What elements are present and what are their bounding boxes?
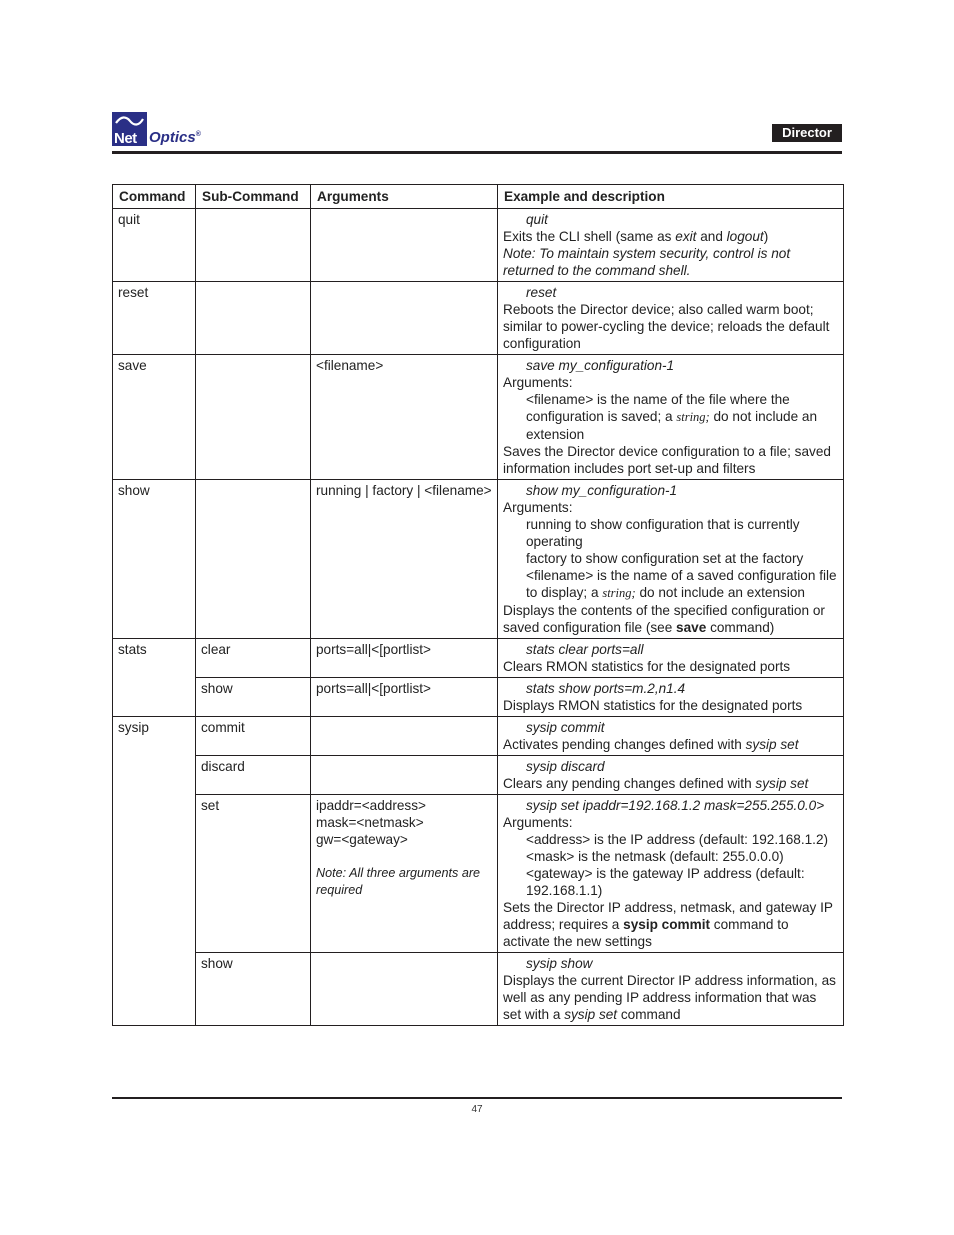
header-sub-command: Sub-Command (196, 185, 311, 209)
argument-ipaddr: ipaddr=<address> (316, 798, 426, 813)
logo-optics-text: Optics® (149, 129, 201, 146)
table-row-sysip-show (113, 953, 844, 1026)
example-text: stats clear ports=all (526, 642, 644, 657)
table-row-sysip-discard (113, 756, 844, 795)
cell-command: stats (113, 639, 196, 717)
cell-command: save (113, 355, 196, 480)
cell-example (498, 355, 844, 480)
cell-sub-command (196, 355, 311, 480)
spacer (316, 848, 492, 865)
logo-mark (112, 112, 147, 146)
arguments-label: Arguments: (503, 375, 573, 390)
note-text: Note: To maintain system security, control is not returned to the command shell. (503, 246, 791, 278)
table-row-show (113, 480, 844, 639)
cell-arguments: <filename> (311, 355, 498, 480)
cell-arguments (311, 209, 498, 282)
section-badge: Director (772, 124, 842, 142)
argument-filename: <filename> is the name of the file where the configuration is saved; a string; do not include an extension (526, 392, 818, 442)
argument-filename: <filename> is the name of a saved configuration file to display; a string; do not include an extension (526, 568, 837, 600)
example-text: sysip commit (526, 720, 605, 735)
cell-arguments: running | factory | <filename> (311, 480, 498, 639)
arguments-label: Arguments: (503, 815, 573, 830)
cell-sub-command: clear (196, 639, 311, 678)
cell-example (498, 953, 844, 1026)
description-text: Displays RMON statistics for the designated ports (503, 698, 803, 713)
example-text: save my_configuration-1 (526, 358, 675, 373)
argument-address: <address> is the IP address (default: 192.168.1.2) (526, 832, 829, 847)
netoptics-logo (112, 112, 222, 148)
example-text: quit (526, 212, 548, 227)
cell-command: reset (113, 282, 196, 355)
cell-sub-command: show (196, 953, 311, 1026)
cell-example (498, 639, 844, 678)
example-text: reset (526, 285, 557, 300)
cell-example (498, 480, 844, 639)
arguments-label: Arguments: (503, 500, 573, 515)
cell-arguments (311, 795, 498, 953)
cell-example (498, 756, 844, 795)
cell-arguments (311, 282, 498, 355)
argument-mask-desc: <mask> is the netmask (default: 255.0.0.0) (526, 849, 784, 864)
table-row-save (113, 355, 844, 480)
cell-arguments (311, 717, 498, 756)
example-text: sysip set ipaddr=192.168.1.2 mask=255.255.0.0> (526, 798, 825, 813)
table-row-reset (113, 282, 844, 355)
example-text: sysip discard (526, 759, 605, 774)
example-text: show my_configuration-1 (526, 483, 678, 498)
description-text: Sets the Director IP address, netmask, and gateway IP address; requires a sysip commit command to activate the new settings (503, 900, 833, 949)
argument-running: running to show configuration that is currently operating (526, 517, 800, 549)
table-row-stats-show (113, 678, 844, 717)
argument-gateway: <gateway> is the gateway IP address (default: 192.168.1.1) (526, 866, 805, 898)
argument-gw: gw=<gateway> (316, 832, 408, 847)
cell-sub-command: show (196, 678, 311, 717)
table-row-quit (113, 209, 844, 282)
cell-arguments: ports=all|<[portlist> (311, 678, 498, 717)
arguments-note: Note: All three arguments are required (316, 866, 481, 897)
cell-command: show (113, 480, 196, 639)
description-text: Exits the CLI shell (same as exit and logout) (503, 229, 769, 244)
header-example: Example and description (498, 185, 844, 209)
argument-mask: mask=<netmask> (316, 815, 424, 830)
description-text: Displays the contents of the specified configuration or saved configuration file (see save command) (503, 603, 825, 635)
header-arguments: Arguments (311, 185, 498, 209)
cell-arguments (311, 756, 498, 795)
cell-example (498, 678, 844, 717)
description-text: Clears RMON statistics for the designated ports (503, 659, 791, 674)
table-header-row (113, 185, 844, 209)
cell-command: sysip (113, 717, 196, 1026)
header-command: Command (113, 185, 196, 209)
footer-rule (112, 1097, 842, 1099)
description-text: Reboots the Director device; also called warm boot; similar to power-cycling the device; reloads the default configuration (503, 302, 830, 351)
cell-command: quit (113, 209, 196, 282)
cell-sub-command (196, 480, 311, 639)
table-row-stats-clear (113, 639, 844, 678)
example-text: stats show ports=m.2,n1.4 (526, 681, 686, 696)
cell-example (498, 795, 844, 953)
example-text: sysip show (526, 956, 593, 971)
cell-arguments: ports=all|<[portlist> (311, 639, 498, 678)
description-text: Activates pending changes defined with sysip set (503, 737, 799, 752)
page-number: 47 (471, 1104, 483, 1115)
cell-arguments (311, 953, 498, 1026)
argument-factory: factory to show configuration set at the factory (526, 551, 804, 566)
cell-example (498, 282, 844, 355)
cell-example (498, 209, 844, 282)
cell-sub-command (196, 282, 311, 355)
description-text: Displays the current Director IP address information, as well as any pending IP address information that was set with a sysip set command (503, 973, 836, 1022)
wave-icon (115, 115, 144, 127)
table-row-sysip-commit (113, 717, 844, 756)
cell-sub-command: commit (196, 717, 311, 756)
cell-example (498, 717, 844, 756)
description-text: Clears any pending changes defined with sysip set (503, 776, 809, 791)
cell-sub-command: discard (196, 756, 311, 795)
description-text: Saves the Director device configuration to a file; saved information includes port set-up and filters (503, 444, 831, 476)
table-row-sysip-set (113, 795, 844, 953)
cell-sub-command: set (196, 795, 311, 953)
command-table (112, 184, 844, 1026)
header-rule (112, 151, 842, 154)
cell-sub-command (196, 209, 311, 282)
logo-net-text: Net (114, 130, 137, 147)
